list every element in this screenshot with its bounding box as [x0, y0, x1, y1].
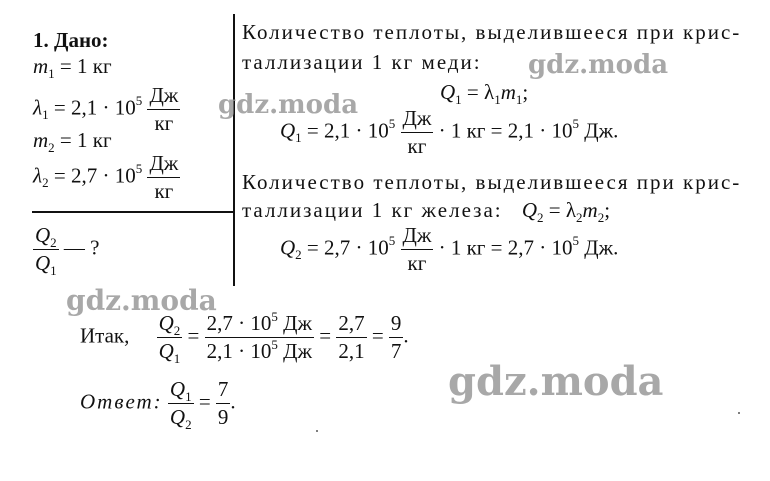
- watermark: gdz.moda: [528, 50, 669, 80]
- given-heading: 1. Дано:: [33, 28, 109, 52]
- scan-speck: [738, 412, 740, 414]
- unit-fraction: $\frac{Дж}{кг}$: [149, 83, 179, 136]
- vertical-divider: [233, 14, 235, 286]
- answer-label: Ответ:: [80, 389, 163, 414]
- q2-over-q1-fraction: $\frac{Q_2}{Q_1}$: [35, 223, 57, 279]
- paragraph-2-line-1: Количество теплоты, выделившееся при крис-: [242, 170, 742, 194]
- given-m1: $m_1 = 1$ кг: [33, 54, 112, 81]
- answer-row: Ответ: $\frac{Q_1}{Q_2}$ = $\frac{7}{9}$ .: [80, 377, 236, 433]
- watermark: gdz.moda: [218, 90, 359, 120]
- watermark: gdz.moda: [66, 284, 217, 317]
- q1-over-q2-fraction: $\frac{Q_1}{Q_2}$: [169, 377, 192, 433]
- paragraph-1-line-1: Количество теплоты, выделившееся при крис-: [242, 20, 742, 44]
- unit-fraction: $\frac{Дж}{кг}$: [149, 151, 179, 204]
- unit-fraction: $\frac{Дж}{кг}$: [402, 223, 432, 276]
- find-ratio: $\frac{Q_2}{Q_1}$ — ?: [35, 223, 100, 279]
- given-lambda1: $\lambda_1 = 2,1 \cdot 10^5$ $\frac{Дж}{кг}$: [33, 83, 179, 136]
- given-lambda2: $\lambda_2 = 2,7 \cdot 10^5$ $\frac{Дж}{кг}$: [33, 151, 179, 204]
- numeric-ratio-fraction: $\frac{2,7}{2,1}$: [338, 311, 365, 364]
- q1-calculation: $Q_1 = 2,1 \cdot 10^5$ $\frac{Дж}{кг}$ · 1 кг = $2,1 \cdot 10^5$ Дж.: [280, 106, 619, 159]
- q1-formula: $Q_1 = \lambda_1m_1$;: [440, 80, 529, 107]
- scan-speck: [316, 430, 318, 432]
- answer-result-fraction: $\frac{7}{9}$: [217, 377, 229, 430]
- conclusion-label: Итак,: [80, 323, 130, 348]
- conclusion-row: Итак, $\frac{Q_2}{Q_1}$ = $\frac{2,7 \cdot 10^5 Дж}{2,1 \cdot 10^5 Дж}$ = $\frac{2,7}{2,1}$ = $\frac{9}{7}$ .: [80, 309, 409, 367]
- q2-calculation: $Q_2 = 2,7 \cdot 10^5$ $\frac{Дж}{кг}$ · 1 кг = $2,7 \cdot 10^5$ Дж.: [280, 223, 619, 276]
- energy-ratio-fraction: $\frac{2,7 \cdot 10^5 Дж}{2,1 \cdot 10^5 Дж}$: [206, 309, 312, 364]
- paragraph-1-line-2: таллизации 1 кг меди:: [242, 50, 482, 74]
- horizontal-divider: [32, 211, 233, 213]
- unit-fraction: $\frac{Дж}{кг}$: [402, 106, 432, 159]
- given-m2: $m_2 = 1$ кг: [33, 128, 112, 155]
- result-fraction: $\frac{9}{7}$: [390, 311, 402, 364]
- paragraph-2-line-2: таллизации 1 кг железа: $Q_2 = \lambda_2m_2$;: [242, 198, 611, 225]
- watermark: gdz.moda: [448, 358, 664, 405]
- q2-over-q1-fraction: $\frac{Q_2}{Q_1}$: [158, 311, 181, 367]
